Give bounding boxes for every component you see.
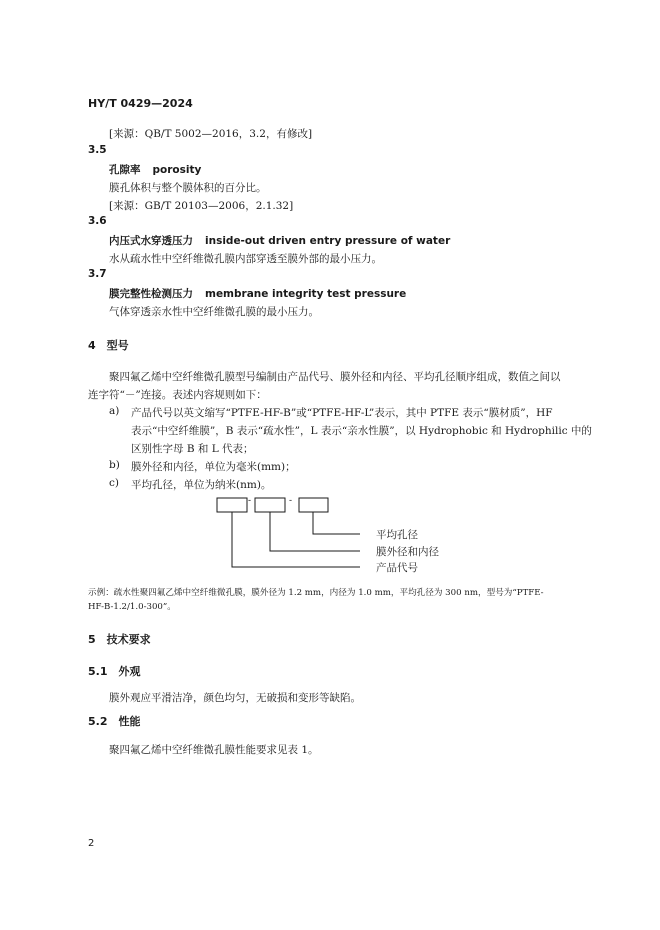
leader-product-code bbox=[232, 512, 360, 567]
clause-3-4-source: [来源：QB/T 5002—2016，3.2，有修改] bbox=[109, 128, 313, 140]
term-en: inside-out driven entry pressure of water bbox=[205, 235, 451, 247]
term-en: membrane integrity test pressure bbox=[205, 288, 407, 300]
list-item-a-marker: a) bbox=[109, 405, 120, 417]
box-pore-size bbox=[299, 498, 328, 512]
term-water-entry-pressure bbox=[109, 233, 450, 248]
clause-number-3-6: 3.6 bbox=[88, 215, 107, 227]
clause-number-3-5: 3.5 bbox=[88, 144, 107, 156]
separator-2: - bbox=[289, 496, 293, 506]
list-item-b-marker: b) bbox=[109, 459, 120, 471]
box-product-code bbox=[217, 498, 247, 512]
section-5-2-heading: 5.2 性能 bbox=[88, 715, 141, 728]
model-designation-diagram bbox=[200, 490, 460, 580]
box-diameter bbox=[255, 498, 285, 512]
section-4-heading: 4 型号 bbox=[88, 339, 129, 352]
example-line1: 示例：疏水性聚四氟乙烯中空纤维微孔膜，膜外径为 1.2 mm，内径为 1.0 mm，平均孔径为 300 nm，型号为“PTFE- bbox=[88, 588, 544, 598]
section-4-intro-line2: 连字符“－”连接。表述内容规则如下： bbox=[88, 389, 267, 401]
term-porosity bbox=[109, 162, 201, 177]
leader-diameter bbox=[270, 512, 360, 551]
label-product-code: 产品代号 bbox=[376, 562, 418, 574]
label-average-pore-size: 平均孔径 bbox=[376, 529, 418, 541]
term-en: porosity bbox=[152, 164, 202, 176]
term-cn: 内压式水穿透压力 bbox=[109, 235, 193, 247]
list-item-b-text: 膜外径和内径，单位为毫米(mm)； bbox=[131, 461, 296, 473]
section-5-1-text: 膜外观应平滑洁净，颜色均匀，无破损和变形等缺陷。 bbox=[109, 692, 361, 704]
diagram-lines bbox=[200, 490, 460, 580]
source-porosity: [来源：GB/T 20103—2006，2.1.32] bbox=[109, 200, 294, 212]
definition-integrity-test-pressure: 气体穿透亲水性中空纤维微孔膜的最小压力。 bbox=[109, 306, 319, 318]
list-item-a-line1: 产品代号以英文缩写“PTFE-HF-B”或“PTFE-HF-L”表示，其中 PTFE 表示“膜材质”，HF bbox=[131, 407, 553, 419]
standard-code-header: HY/T 0429—2024 bbox=[88, 97, 193, 110]
label-outer-inner-diameter: 膜外径和内径 bbox=[376, 546, 439, 558]
list-item-a-line2: 表示“中空纤维膜”，B 表示“疏水性”，L 表示“亲水性膜”，以 Hydrophobic 和 Hydrophilic 中的 bbox=[131, 425, 592, 437]
list-item-c-marker: c) bbox=[109, 477, 119, 489]
section-5-1-heading: 5.1 外观 bbox=[88, 665, 141, 678]
separator-1: - bbox=[248, 496, 252, 506]
example-line2: HF-B-1.2/1.0-300”。 bbox=[88, 602, 176, 612]
section-5-heading: 5 技术要求 bbox=[88, 633, 151, 646]
list-item-a-line3: 区别性字母 B 和 L 代表； bbox=[131, 443, 254, 455]
section-5-2-text: 聚四氟乙烯中空纤维微孔膜性能要求见表 1。 bbox=[109, 744, 319, 756]
definition-porosity: 膜孔体积与整个膜体积的百分比。 bbox=[109, 182, 267, 194]
term-cn: 孔隙率 bbox=[109, 164, 141, 176]
page-number: 2 bbox=[88, 838, 95, 849]
leader-pore-size bbox=[313, 512, 360, 534]
term-cn: 膜完整性检测压力 bbox=[109, 288, 193, 300]
list-item-c-text: 平均孔径，单位为纳米(nm)。 bbox=[131, 479, 272, 491]
definition-water-entry-pressure: 水从疏水性中空纤维微孔膜内部穿透至膜外部的最小压力。 bbox=[109, 253, 382, 265]
clause-number-3-7: 3.7 bbox=[88, 268, 107, 280]
section-4-intro-line1: 聚四氟乙烯中空纤维微孔膜型号编制由产品代号、膜外径和内径、平均孔径顺序组成，数值之间以 bbox=[109, 371, 561, 383]
term-integrity-test-pressure bbox=[109, 286, 406, 301]
